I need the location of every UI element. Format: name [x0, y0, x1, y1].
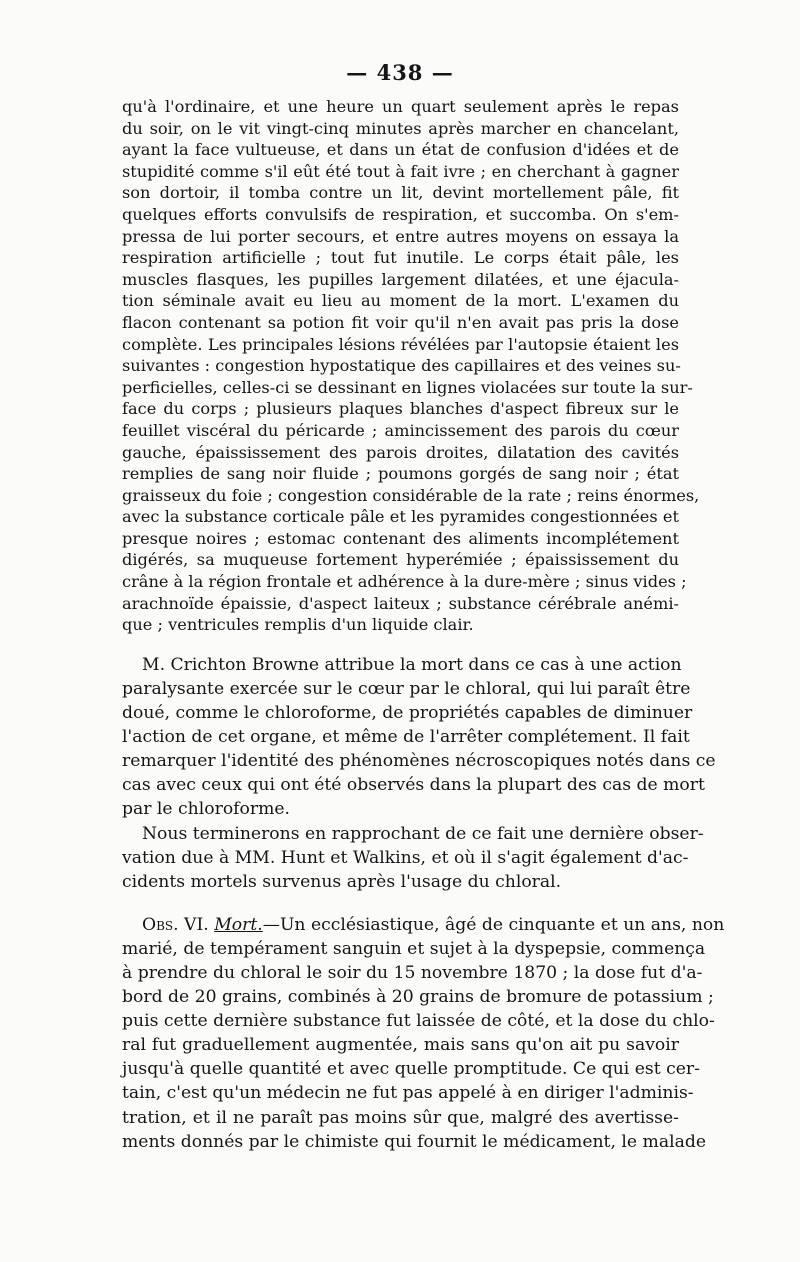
text-line: tion séminale avait eu lieu au moment de la mort. L'examen du [122, 291, 679, 311]
text-line: Nous terminerons en rapprochant de ce fait une dernière obser- [142, 823, 704, 844]
text-line: tration, et il ne paraît pas moins sûr que, malgré des avertisse- [122, 1107, 679, 1128]
paragraph-hunt-walkins [122, 822, 704, 894]
paragraph-crichton-browne [122, 653, 716, 822]
text-line: que ; ventricules remplis d'un liquide clair. [122, 615, 474, 635]
text-line: bord de 20 grains, combinés à 20 grains de bromure de potassium ; [122, 987, 714, 1008]
text-line: pressa de lui porter secours, et entre autres moyens on essaya la [122, 226, 679, 246]
text-line: remarquer l'identité des phénomènes nécroscopiques notés dans ce [122, 751, 716, 772]
text-line: perficielles, celles-ci se dessinant en lignes violacées sur toute la sur- [122, 377, 693, 397]
text-line: son dortoir, il tomba contre un lit, devint mortellement pâle, fit [122, 183, 679, 203]
text-line: muscles flasques, les pupilles largement dilatées, et une éjacula- [122, 269, 679, 289]
text-line: cas avec ceux qui ont été observés dans la plupart des cas de mort [122, 775, 705, 796]
text-line: M. Crichton Browne attribue la mort dans ce cas à une action [142, 654, 682, 675]
text-line: par le chloroforme. [122, 799, 291, 820]
text-line: doué, comme le chloroforme, de propriétés capables de diminuer [122, 703, 693, 724]
paragraph-autopsy [122, 96, 700, 636]
observation-first-line-text: —Un ecclésiastique, âgé de cinquante et un ans, non [262, 914, 725, 935]
text-line: du soir, on le vit vingt-cinq minutes après marcher en chancelant, [122, 118, 679, 138]
text-line: l'action de cet organe, et même de l'arrêter complétement. Il fait [122, 727, 690, 748]
text-line: marié, de tempérament sanguin et sujet à la dyspepsie, commença [122, 938, 706, 959]
observation-title: Mort. [214, 914, 263, 935]
text-line: qu'à l'ordinaire, et une heure un quart seulement après le repas [122, 97, 679, 116]
text-line: complète. Les principales lésions révélées par l'autopsie étaient les [122, 334, 679, 354]
text-line: respiration artificielle ; tout fut inutile. Le corps était pâle, les [122, 248, 679, 268]
observation-first-line [122, 913, 725, 937]
text-line: avec la substance corticale pâle et les pyramides congestionnées et [122, 507, 679, 527]
text-line: tain, c'est qu'un médecin ne fut pas appelé à en diriger l'adminis- [122, 1083, 694, 1104]
text-line: vation due à MM. Hunt et Walkins, et où il s'agit également d'ac- [122, 847, 689, 868]
text-line: ral fut graduellement augmentée, mais sans qu'on ait pu savoir [122, 1035, 679, 1056]
text-line: feuillet viscéral du péricarde ; amincissement des parois du cœur [122, 420, 679, 440]
text-line: cidents mortels survenus après l'usage du chloral. [122, 871, 562, 892]
text-line: digérés, sa muqueuse fortement hyperémiée ; épaississement du [122, 550, 679, 570]
text-line: presque noires ; estomac contenant des aliments incomplétement [122, 528, 679, 548]
text-line: paralysante exercée sur le cœur par le chloral, qui lui paraît être [122, 678, 691, 699]
page-body [122, 96, 725, 1154]
text-line: puis cette dernière substance fut laissée de côté, et la dose du chlo- [122, 1011, 715, 1032]
text-line: gauche, épaississement des parois droites, dilatation des cavités [122, 442, 679, 462]
text-line: quelques efforts convulsifs de respiration, et succomba. On s'em- [122, 204, 679, 224]
observation-label: Obs. VI. [142, 914, 209, 935]
text-line: ayant la face vultueuse, et dans un état de confusion d'idées et de [122, 140, 679, 160]
text-line: jusqu'à quelle quantité et avec quelle promptitude. Ce qui est cer- [122, 1059, 700, 1080]
text-line: suivantes : congestion hypostatique des capillaires et des veines su- [122, 356, 681, 376]
text-line: graisseux du foie ; congestion considérable de la rate ; reins énormes, [122, 485, 700, 505]
text-line: flacon contenant sa potion fit voir qu'il n'en avait pas pris la dose [122, 312, 679, 332]
text-line: arachnoïde épaissie, d'aspect laiteux ; substance cérébrale anémi- [122, 593, 679, 613]
text-line: stupidité comme s'il eût été tout à fait ivre ; en cherchant à gagner [122, 161, 679, 181]
text-line: ments donnés par le chimiste qui fournit le médicament, le malade [122, 1131, 706, 1152]
paragraph-observation-vi [122, 913, 725, 1154]
text-line: face du corps ; plusieurs plaques blanches d'aspect fibreux sur le [122, 399, 679, 419]
text-line: à prendre du chloral le soir du 15 novembre 1870 ; la dose fut d'a- [122, 962, 703, 983]
text-line: crâne à la région frontale et adhérence à la dure-mère ; sinus vides ; [122, 572, 687, 592]
page-number: — 438 — [346, 60, 454, 85]
text-line: remplies de sang noir fluide ; poumons gorgés de sang noir ; état [122, 464, 679, 484]
